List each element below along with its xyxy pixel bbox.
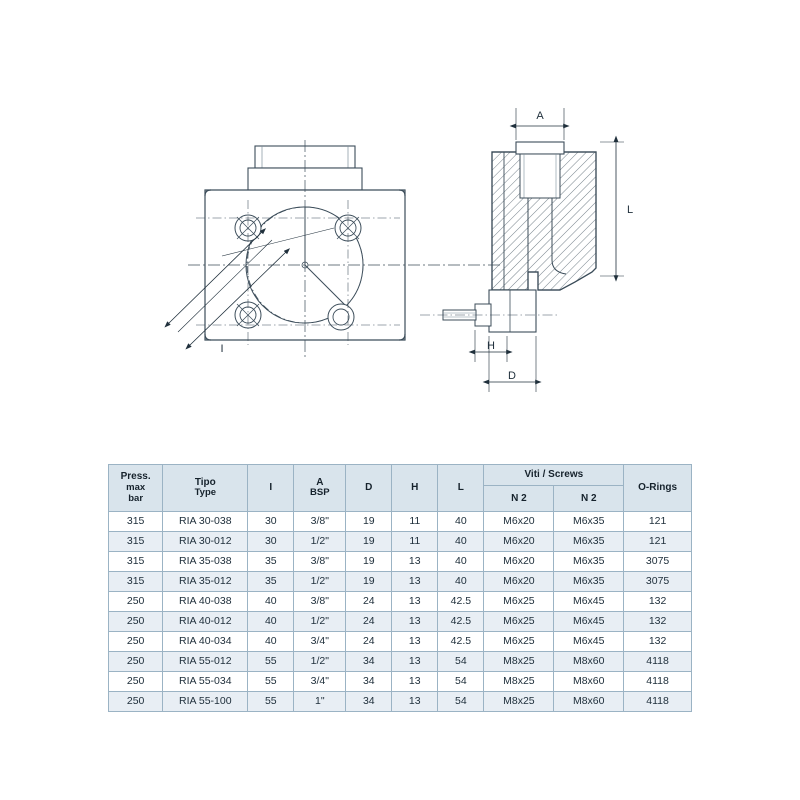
table-cell-h: 13 xyxy=(392,592,438,612)
dimension-label-I: I xyxy=(220,343,224,355)
table-cell-screw1: M8x25 xyxy=(484,652,554,672)
table-cell-i: 40 xyxy=(248,592,294,612)
table-cell-h: 13 xyxy=(392,672,438,692)
header-type xyxy=(163,465,248,512)
spec-table-body xyxy=(109,512,692,712)
table-cell-oring: 4118 xyxy=(624,672,692,692)
table-cell-screw1: M6x20 xyxy=(484,572,554,592)
header-l: L xyxy=(438,465,484,512)
header-orings: O-Rings xyxy=(624,465,692,512)
table-cell-d: 19 xyxy=(346,532,392,552)
table-cell-l: 54 xyxy=(438,652,484,672)
table-cell-d: 24 xyxy=(346,632,392,652)
table-cell-press: 250 xyxy=(109,692,163,712)
table-cell-a: 1/2" xyxy=(294,532,346,552)
table-cell-l: 54 xyxy=(438,692,484,712)
header-press xyxy=(109,465,163,512)
table-cell-screw2: M6x35 xyxy=(554,552,624,572)
table-cell-d: 34 xyxy=(346,652,392,672)
table-cell-press: 250 xyxy=(109,612,163,632)
table-cell-oring: 3075 xyxy=(624,572,692,592)
table-cell-d: 24 xyxy=(346,592,392,612)
section-view xyxy=(420,108,633,392)
table-cell-i: 35 xyxy=(248,572,294,592)
header-d: D xyxy=(346,465,392,512)
table-cell-press: 250 xyxy=(109,632,163,652)
table-cell-screw1: M6x20 xyxy=(484,512,554,532)
table-cell-screw2: M6x45 xyxy=(554,632,624,652)
table-cell-press: 250 xyxy=(109,672,163,692)
table-cell-l: 40 xyxy=(438,552,484,572)
table-cell-screw1: M6x25 xyxy=(484,592,554,612)
table-row xyxy=(109,552,692,572)
table-cell-a: 3/8" xyxy=(294,592,346,612)
table-row xyxy=(109,692,692,712)
spec-table xyxy=(108,464,692,712)
front-view xyxy=(169,140,500,360)
table-cell-l: 40 xyxy=(438,572,484,592)
table-cell-screw2: M6x35 xyxy=(554,572,624,592)
table-cell-d: 19 xyxy=(346,552,392,572)
table-cell-oring: 121 xyxy=(624,532,692,552)
header-type-label-en: Type xyxy=(194,487,217,499)
header-type-label-it: Tipo xyxy=(194,476,216,488)
table-cell-screw2: M6x45 xyxy=(554,592,624,612)
table-cell-i: 30 xyxy=(248,512,294,532)
table-row xyxy=(109,632,692,652)
table-cell-screw1: M6x20 xyxy=(484,532,554,552)
header-press-sub1: max xyxy=(126,481,146,493)
spec-table-head xyxy=(109,465,692,512)
table-cell-i: 40 xyxy=(248,632,294,652)
table-cell-oring: 4118 xyxy=(624,652,692,672)
header-screws-n2-a: N 2 xyxy=(484,486,554,512)
table-cell-oring: 132 xyxy=(624,632,692,652)
table-cell-h: 13 xyxy=(392,692,438,712)
dimension-label-H: H xyxy=(487,340,495,352)
table-cell-type: RIA 30-012 xyxy=(163,532,248,552)
dimension-label-A: A xyxy=(536,110,544,122)
table-cell-type: RIA 40-034 xyxy=(163,632,248,652)
table-cell-screw2: M8x60 xyxy=(554,672,624,692)
table-cell-screw1: M6x25 xyxy=(484,632,554,652)
table-cell-i: 30 xyxy=(248,532,294,552)
table-cell-type: RIA 40-012 xyxy=(163,612,248,632)
table-cell-l: 40 xyxy=(438,512,484,532)
dimension-label-L: L xyxy=(627,204,634,216)
table-cell-a: 3/8" xyxy=(294,552,346,572)
table-cell-screw1: M8x25 xyxy=(484,692,554,712)
table-cell-h: 11 xyxy=(392,532,438,552)
table-cell-screw2: M6x45 xyxy=(554,612,624,632)
table-cell-d: 19 xyxy=(346,572,392,592)
table-row xyxy=(109,512,692,532)
table-cell-i: 40 xyxy=(248,612,294,632)
table-cell-press: 250 xyxy=(109,652,163,672)
table-cell-l: 54 xyxy=(438,672,484,692)
table-cell-d: 24 xyxy=(346,612,392,632)
table-cell-l: 40 xyxy=(438,532,484,552)
table-cell-l: 42.5 xyxy=(438,592,484,612)
table-row xyxy=(109,592,692,612)
dimension-A xyxy=(516,108,564,140)
section-body xyxy=(492,142,596,290)
table-cell-h: 13 xyxy=(392,572,438,592)
table-cell-type: RIA 35-012 xyxy=(163,572,248,592)
table-cell-screw2: M6x35 xyxy=(554,512,624,532)
table-cell-a: 1/2" xyxy=(294,612,346,632)
header-a-sub: BSP xyxy=(310,487,330,499)
table-cell-h: 13 xyxy=(392,552,438,572)
table-cell-a: 3/4" xyxy=(294,672,346,692)
table-cell-i: 55 xyxy=(248,692,294,712)
table-cell-type: RIA 35-038 xyxy=(163,552,248,572)
spec-table-header-row-1 xyxy=(109,465,692,486)
table-cell-press: 315 xyxy=(109,532,163,552)
table-cell-type: RIA 30-038 xyxy=(163,512,248,532)
table-cell-a: 1/2" xyxy=(294,572,346,592)
table-cell-oring: 3075 xyxy=(624,552,692,572)
header-a xyxy=(294,465,346,512)
table-cell-d: 34 xyxy=(346,672,392,692)
table-cell-i: 55 xyxy=(248,672,294,692)
table-cell-oring: 4118 xyxy=(624,692,692,712)
table-cell-h: 13 xyxy=(392,652,438,672)
table-cell-press: 315 xyxy=(109,512,163,532)
table-cell-h: 13 xyxy=(392,612,438,632)
table-cell-type: RIA 55-012 xyxy=(163,652,248,672)
table-cell-press: 250 xyxy=(109,592,163,612)
header-press-label: Press. xyxy=(120,471,151,483)
table-cell-l: 42.5 xyxy=(438,612,484,632)
table-cell-a: 1/2" xyxy=(294,652,346,672)
table-cell-oring: 132 xyxy=(624,612,692,632)
table-row xyxy=(109,572,692,592)
table-cell-type: RIA 55-034 xyxy=(163,672,248,692)
header-i: I xyxy=(248,465,294,512)
header-screws: Viti / Screws xyxy=(484,465,624,486)
table-cell-a: 3/4" xyxy=(294,632,346,652)
table-cell-l: 42.5 xyxy=(438,632,484,652)
table-row xyxy=(109,672,692,692)
table-row xyxy=(109,612,692,632)
header-h: H xyxy=(392,465,438,512)
section-outlet xyxy=(443,290,536,332)
table-cell-a: 3/8" xyxy=(294,512,346,532)
spec-table-container xyxy=(108,464,692,712)
table-row xyxy=(109,532,692,552)
table-cell-i: 35 xyxy=(248,552,294,572)
table-cell-oring: 121 xyxy=(624,512,692,532)
table-cell-press: 315 xyxy=(109,552,163,572)
table-cell-screw1: M6x25 xyxy=(484,612,554,632)
table-cell-a: 1" xyxy=(294,692,346,712)
table-cell-screw2: M8x60 xyxy=(554,692,624,712)
table-cell-type: RIA 55-100 xyxy=(163,692,248,712)
table-cell-type: RIA 40-038 xyxy=(163,592,248,612)
table-cell-h: 11 xyxy=(392,512,438,532)
table-cell-i: 55 xyxy=(248,652,294,672)
table-cell-d: 19 xyxy=(346,512,392,532)
table-cell-h: 13 xyxy=(392,632,438,652)
dimension-L xyxy=(600,142,633,276)
table-cell-screw1: M8x25 xyxy=(484,672,554,692)
table-cell-screw2: M8x60 xyxy=(554,652,624,672)
table-cell-oring: 132 xyxy=(624,592,692,612)
dimension-H xyxy=(475,330,507,362)
table-row xyxy=(109,652,692,672)
table-cell-press: 315 xyxy=(109,572,163,592)
dimension-D xyxy=(489,336,536,392)
table-cell-d: 34 xyxy=(346,692,392,712)
header-screws-n2-b: N 2 xyxy=(554,486,624,512)
table-cell-screw1: M6x20 xyxy=(484,552,554,572)
dimension-label-D: D xyxy=(508,370,516,382)
table-cell-screw2: M6x35 xyxy=(554,532,624,552)
header-a-label: A xyxy=(316,476,324,488)
header-press-sub2: bar xyxy=(128,492,144,504)
